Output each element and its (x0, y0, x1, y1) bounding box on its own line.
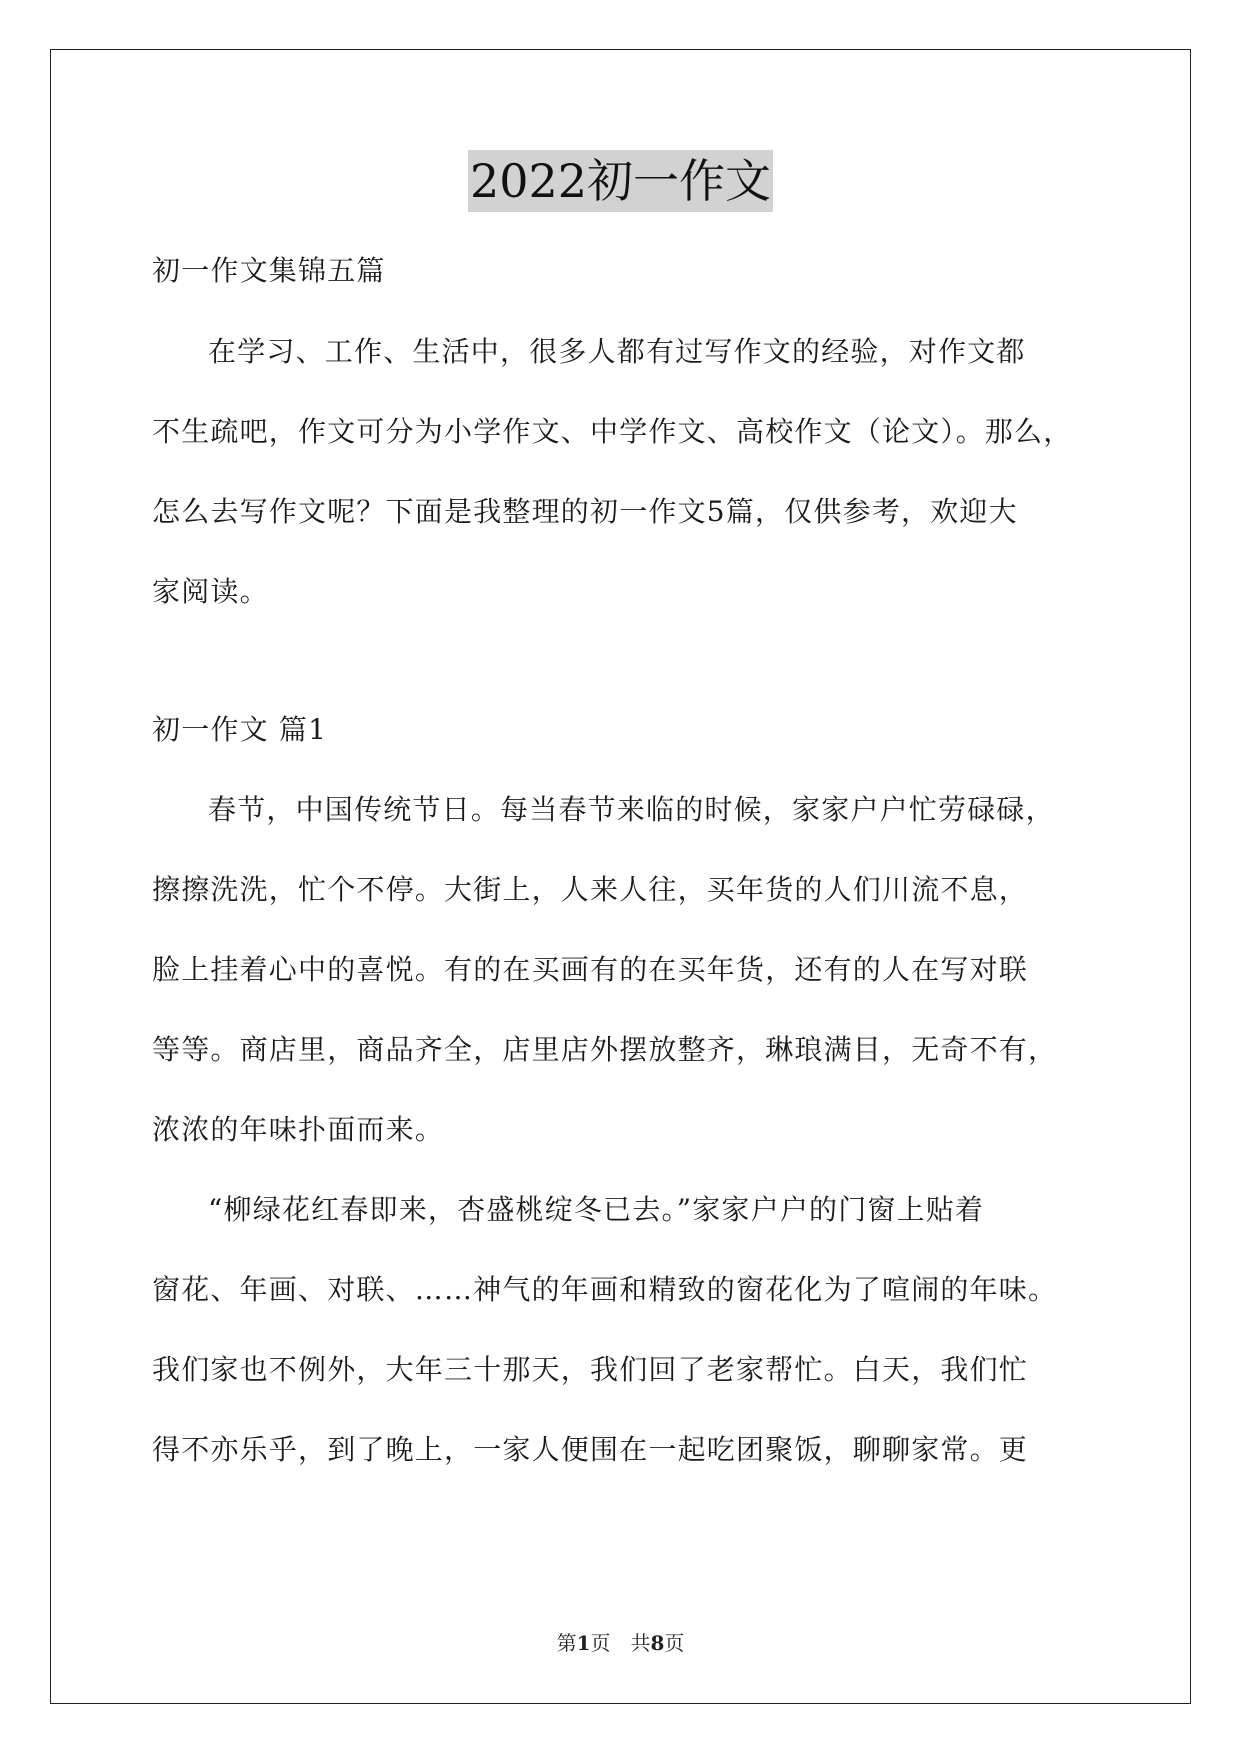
page-total: 8 (650, 1631, 665, 1655)
title-container (0, 150, 1241, 212)
p1-line-4: 等等。商店里，商品齐全，店里店外摆放整齐，琳琅满目，无奇不有， (152, 1033, 1058, 1066)
p2-line-1: “柳绿花红春即来，杏盛桃绽冬已去。”家家户户的门窗上贴着 (208, 1193, 985, 1226)
intro-line-3: 怎么去写作文呢？下面是我整理的初一作文5篇，仅供参考，欢迎大 (152, 495, 1018, 528)
p2-line-4: 得不亦乐乎，到了晚上，一家人便围在一起吃团聚饭，聊聊家常。更 (152, 1433, 1029, 1466)
p1-line-1: 春节，中国传统节日。每当春节来临的时候，家家户户忙劳碌碌， (208, 793, 1055, 826)
p1-line-3: 脸上挂着心中的喜悦。有的在买画有的在买年货，还有的人在写对联 (152, 953, 1029, 986)
footer-prefix: 第 (556, 1631, 577, 1655)
intro-line-2: 不生疏吧，作文可分为小学作文、中学作文、高校作文（论文）。那么， (152, 415, 1073, 448)
document-title: 2022初一作文 (468, 150, 773, 212)
p2-line-2: 窗花、年画、对联、……神气的年画和精致的窗花化为了喧闹的年味。 (152, 1273, 1058, 1306)
document-body (152, 231, 1092, 632)
intro-line-1: 在学习、工作、生活中，很多人都有过写作文的经验，对作文都 (208, 335, 1026, 368)
page-number: 1 (576, 1631, 591, 1655)
p1-line-2: 擦擦洗洗，忙个不停。大街上，人来人往，买年货的人们川流不息， (152, 873, 1029, 906)
p1-line-5: 浓浓的年味扑面而来。 (152, 1113, 445, 1146)
footer-mid: 页 共 (590, 1631, 651, 1655)
section-1 (152, 690, 1092, 1490)
section-heading: 初一作文 篇1 (152, 713, 328, 746)
p2-line-3: 我们家也不例外，大年三十那天，我们回了老家帮忙。白天，我们忙 (152, 1353, 1029, 1386)
page-footer (0, 1627, 1241, 1656)
footer-suffix: 页 (664, 1631, 685, 1655)
subtitle: 初一作文集锦五篇 (152, 254, 386, 287)
intro-line-4: 家阅读。 (152, 575, 269, 608)
